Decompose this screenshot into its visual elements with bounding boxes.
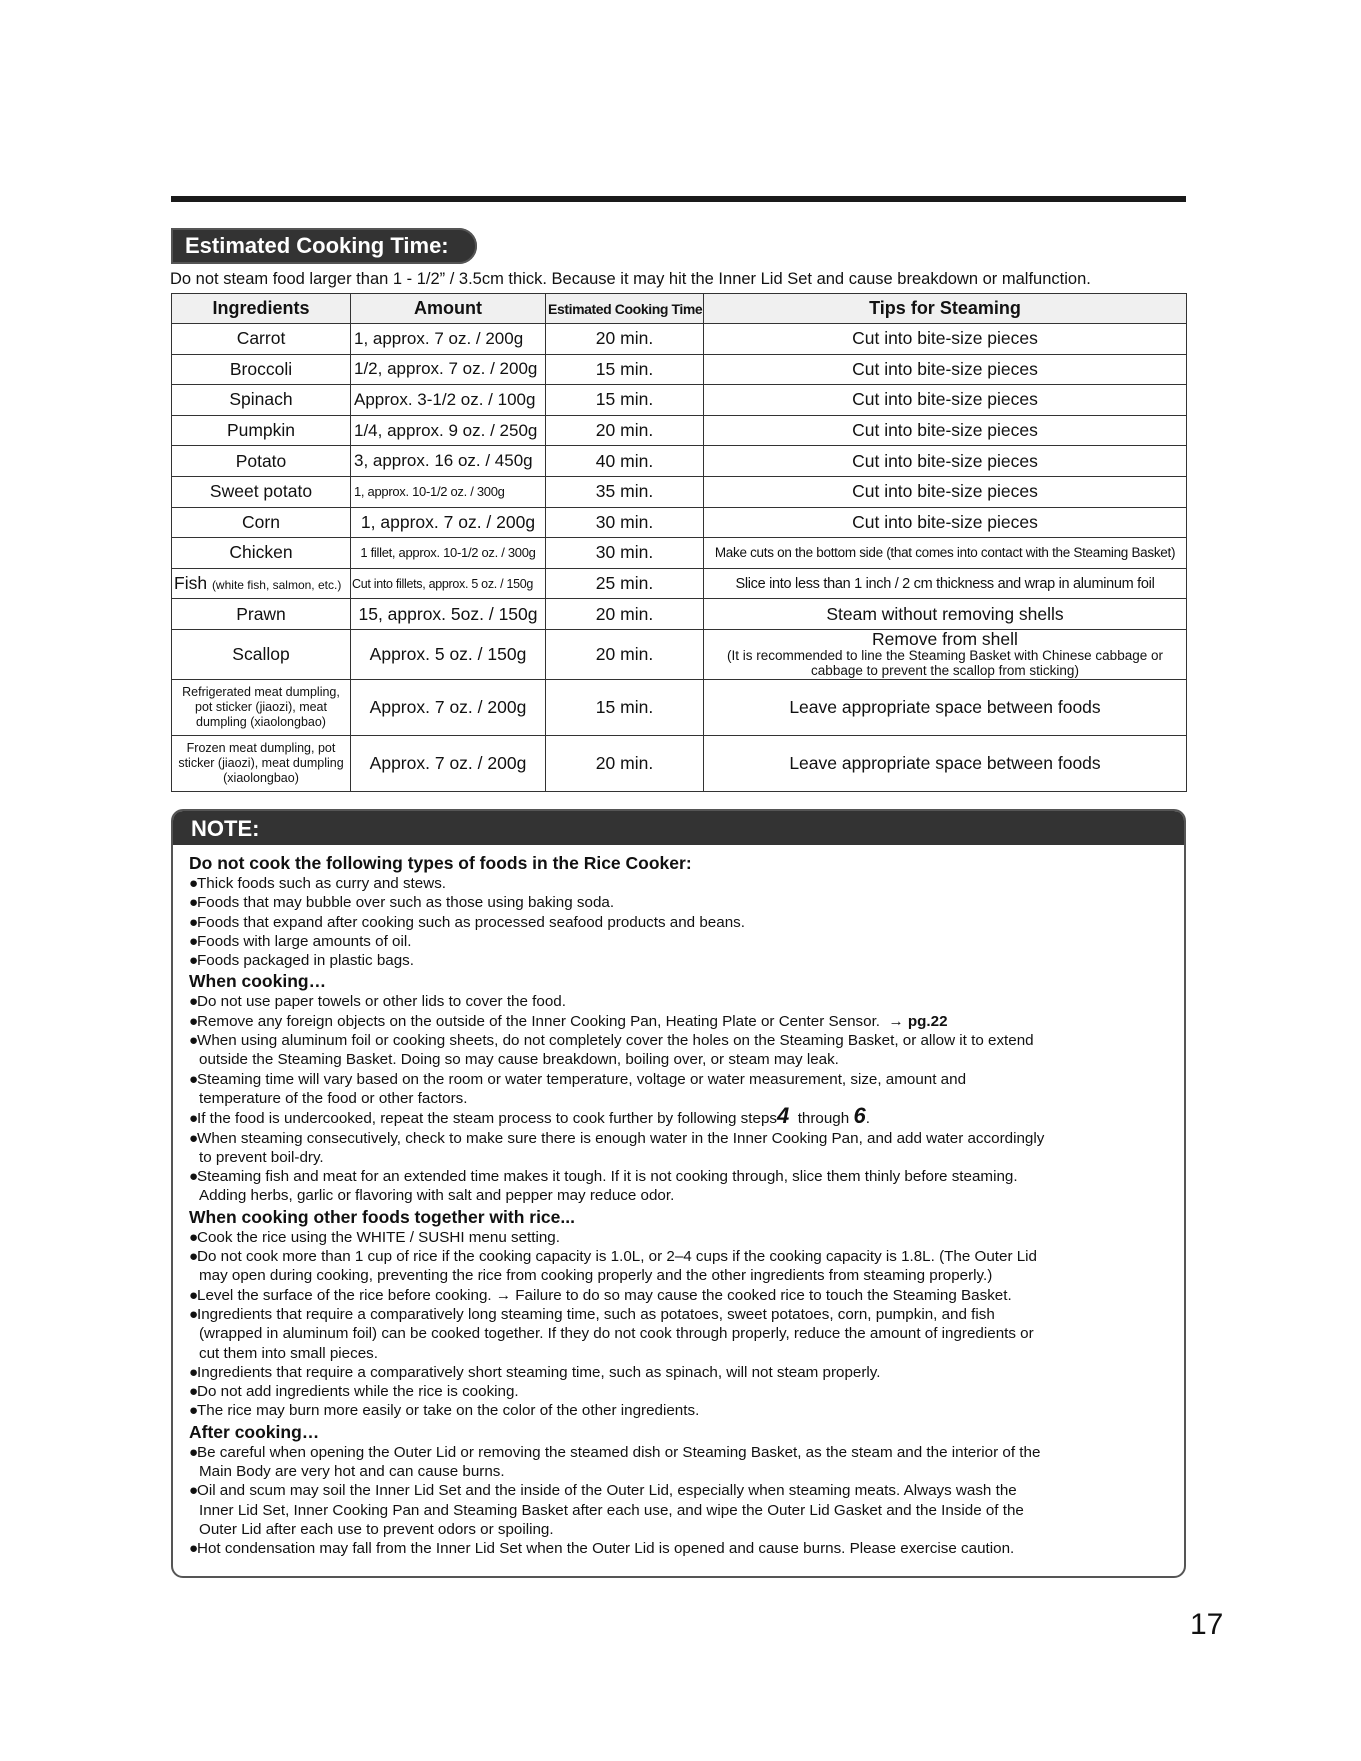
header-tips: Tips for Steaming (704, 294, 1187, 324)
cell-ingredient: Frozen meat dumpling, pot sticker (jiaozi), meat dumpling (xiaolongbao) (172, 735, 351, 791)
list-item: ●Foods with large amounts of oil. (189, 932, 412, 950)
step-number: 6 (853, 1103, 866, 1129)
list-item: ●Oil and scum may soil the Inner Lid Set and the inside of the Outer Lid, especially when steaming meats. Always wash the Inner Lid Set, Inner Cooking Pan and Steaming Basket after each use, and wipe the Outer Lid Gasket and the Inside of the Outer Lid after each use to prevent odors or spoiling. (189, 1482, 1024, 1538)
cell-time: 20 min. (546, 629, 704, 679)
cooking-time-table (171, 293, 1187, 792)
section-title: Estimated Cooking Time: (171, 228, 477, 264)
step-number: 4 (776, 1103, 790, 1129)
bullet-icon: ● (189, 952, 199, 970)
top-rule (171, 196, 1186, 202)
section-heading: When cooking other foods together with rice... (189, 1206, 575, 1227)
cell-ingredient: Broccoli (172, 354, 351, 385)
list-item: ●Steaming time will vary based on the room or water temperature, voltage or water measurement, size, amount and temperature of the food or other factors. (189, 1070, 967, 1107)
cell-tip: Leave appropriate space between foods (704, 735, 1187, 791)
cell-amount: 1, approx. 10-1/2 oz. / 300g (351, 476, 546, 507)
bullet-icon: ● (189, 894, 199, 912)
cell-tip: Make cuts on the bottom side (that comes into contact with the Steaming Basket) (704, 538, 1187, 569)
table-row (172, 538, 1187, 569)
cell-ingredient (172, 568, 351, 599)
cell-amount: Approx. 3-1/2 oz. / 100g (351, 385, 546, 416)
cell-tip: Cut into bite-size pieces (704, 354, 1187, 385)
tip-main: Remove from shell (872, 629, 1018, 649)
cell-tip: Slice into less than 1 inch / 2 cm thickness and wrap in aluminum foil (704, 568, 1187, 599)
page-reference: → pg.22 (888, 1012, 948, 1030)
bullet-icon: ● (189, 1383, 199, 1401)
cell-ingredient: Corn (172, 507, 351, 538)
bullet-icon: ● (189, 1443, 199, 1461)
bullet-icon: ● (189, 1228, 199, 1246)
list-item: ●Foods packaged in plastic bags. (189, 952, 414, 970)
table-row (172, 568, 1187, 599)
cell-time: 20 min. (546, 735, 704, 791)
table-row (172, 679, 1187, 735)
list-item: ●Ingredients that require a comparatively long steaming time, such as potatoes, sweet potatoes, corn, pumpkin, and fish (wrapped in aluminum foil) can be cooked together. If they do not cook through properly, reduce the amount of ingredients or cut them into small pieces. (189, 1305, 1034, 1362)
list-item: ●Steaming fish and meat for an extended time makes it tough. If it is not cooking through, slice them thinly before steaming. Adding herbs, garlic or flavoring with salt and pepper may reduce odor. (189, 1168, 1018, 1205)
table-row (172, 446, 1187, 477)
cell-amount: Approx. 5 oz. / 150g (351, 629, 546, 679)
table-row (172, 629, 1187, 679)
cell-tip: Cut into bite-size pieces (704, 446, 1187, 477)
cell-amount: 15, approx. 5oz. / 150g (351, 599, 546, 630)
cell-amount: Cut into fillets, approx. 5 oz. / 150g (351, 568, 546, 599)
list-item: ●If the food is undercooked, repeat the steam process to cook further by following steps4 through 6. (189, 1103, 870, 1129)
table-row (172, 324, 1187, 355)
list-item: ●Ingredients that require a comparatively short steaming time, such as spinach, will not steam properly. (189, 1363, 881, 1381)
cell-tip: Cut into bite-size pieces (704, 385, 1187, 416)
cell-tip: Cut into bite-size pieces (704, 476, 1187, 507)
bullet-icon: ● (189, 1070, 199, 1088)
bullet-icon: ● (189, 1032, 199, 1050)
cell-time: 40 min. (546, 446, 704, 477)
cell-amount: Approx. 7 oz. / 200g (351, 679, 546, 735)
list-item: ●Be careful when opening the Outer Lid or removing the steamed dish or Steaming Basket, as the steam and the interior of the Main Body are very hot and can cause burns. (189, 1443, 1041, 1481)
cell-ingredient: Carrot (172, 324, 351, 355)
cell-time: 30 min. (546, 507, 704, 538)
list-item: ●Foods that may bubble over such as those using baking soda. (189, 894, 615, 912)
list-item: ●Hot condensation may fall from the Inner Lid Set when the Outer Lid is opened and cause burns. Please exercise caution. (189, 1540, 1015, 1558)
list-item: ●Foods that expand after cooking such as processed seafood products and beans. (189, 913, 745, 931)
table-row (172, 385, 1187, 416)
list-item: ●Remove any foreign objects on the outside of the Inner Cooking Pan, Heating Plate or Center Sensor. → pg.22 (189, 1012, 948, 1030)
cell-ingredient: Potato (172, 446, 351, 477)
section-heading: After cooking… (189, 1421, 320, 1442)
cell-tip: Steam without removing shells (704, 599, 1187, 630)
table-row (172, 599, 1187, 630)
list-item: ●Do not cook more than 1 cup of rice if the cooking capacity is 1.0L, or 2–4 cups if the cooking capacity is 1.8L. (The Outer Lid may open during cooking, preventing the rice from cooking properly and the other ingredients from steaming properly.) (189, 1248, 1037, 1285)
cell-amount: 1/2, approx. 7 oz. / 200g (351, 354, 546, 385)
table-row (172, 415, 1187, 446)
header-ingredients: Ingredients (172, 294, 351, 324)
cell-amount: 1/4, approx. 9 oz. / 250g (351, 415, 546, 446)
list-item: ●Cook the rice using the WHITE / SUSHI menu setting. (189, 1228, 560, 1246)
list-item: ●When using aluminum foil or cooking sheets, do not completely cover the holes on the Steaming Basket, or allow it to extend outside the Steaming Basket. Doing so may cause breakdown, boiling over, or steam may leak. (189, 1032, 1034, 1069)
note-title: NOTE: (173, 811, 1184, 845)
bullet-icon: ● (189, 1012, 199, 1030)
note-box (171, 809, 1186, 1578)
table-header-row (172, 294, 1187, 324)
table-row (172, 735, 1187, 791)
table-row (172, 476, 1187, 507)
list-item: ●Thick foods such as curry and stews. (189, 875, 447, 892)
cell-time: 25 min. (546, 568, 704, 599)
list-item: ●When steaming consecutively, check to make sure there is enough water in the Inner Cooking Pan, and add water accordingly to prevent boil-dry. (189, 1129, 1045, 1166)
cell-time: 35 min. (546, 476, 704, 507)
cell-tip (704, 629, 1187, 679)
cell-time: 20 min. (546, 324, 704, 355)
table-row (172, 507, 1187, 538)
list-item: ●Do not use paper towels or other lids to cover the food. (189, 993, 566, 1011)
header-amount: Amount (351, 294, 546, 324)
bullet-icon: ● (189, 1168, 199, 1186)
cell-amount: 1, approx. 7 oz. / 200g (351, 324, 546, 355)
page-number: 17 (1190, 1608, 1224, 1641)
cell-amount: 3, approx. 16 oz. / 450g (351, 446, 546, 477)
list-item: ●The rice may burn more easily or take on the color of the other ingredients. (189, 1402, 700, 1420)
cell-ingredient: Spinach (172, 385, 351, 416)
bullet-icon: ● (189, 1363, 199, 1381)
cell-time: 20 min. (546, 415, 704, 446)
cell-time: 20 min. (546, 599, 704, 630)
cell-time: 15 min. (546, 385, 704, 416)
bullet-icon: ● (189, 1248, 199, 1266)
bullet-icon: ● (189, 1110, 199, 1128)
cell-tip: Cut into bite-size pieces (704, 507, 1187, 538)
ingredient-note: (white fish, salmon, etc.) (211, 578, 342, 593)
cell-amount: Approx. 7 oz. / 200g (351, 735, 546, 791)
intro-warning: Do not steam food larger than 1 - 1/2” / 3.5cm thick. Because it may hit the Inner Lid Set and cause breakdown or malfunction. (170, 270, 1091, 288)
cell-tip: Cut into bite-size pieces (704, 415, 1187, 446)
note-body (189, 852, 1172, 1559)
cell-time: 30 min. (546, 538, 704, 569)
cell-ingredient: Pumpkin (172, 415, 351, 446)
section-heading: When cooking… (189, 971, 327, 992)
ingredient-name: Fish (174, 573, 208, 594)
table-row (172, 354, 1187, 385)
section-heading: Do not cook the following types of foods in the Rice Cooker: (189, 853, 692, 873)
cell-time: 15 min. (546, 679, 704, 735)
cell-tip: Cut into bite-size pieces (704, 324, 1187, 355)
cell-ingredient: Refrigerated meat dumpling, pot sticker (jiaozi), meat dumpling (xiaolongbao) (172, 679, 351, 735)
bullet-icon: ● (189, 1482, 199, 1500)
bullet-icon: ● (189, 1129, 199, 1147)
bullet-icon: ● (189, 1402, 199, 1420)
cell-amount: 1 fillet, approx. 10-1/2 oz. / 300g (351, 538, 546, 569)
list-item: ●Do not add ingredients while the rice is cooking. (189, 1383, 519, 1401)
bullet-icon: ● (189, 913, 199, 931)
bullet-icon: ● (189, 993, 199, 1011)
cell-amount: 1, approx. 7 oz. / 200g (351, 507, 546, 538)
header-time: Estimated Cooking Time (546, 294, 704, 324)
bullet-icon: ● (189, 1305, 199, 1323)
cell-time: 15 min. (546, 354, 704, 385)
list-item: ●Level the surface of the rice before cooking. → Failure to do so may cause the cooked rice to touch the Steaming Basket. (189, 1286, 1012, 1304)
bullet-icon: ● (189, 1540, 199, 1558)
cell-ingredient: Prawn (172, 599, 351, 630)
bullet-icon: ● (189, 875, 199, 892)
cell-tip: Leave appropriate space between foods (704, 679, 1187, 735)
tip-note: (It is recommended to line the Steaming Basket with Chinese cabbage or cabbage to prevent the scallop from sticking) (727, 647, 1163, 678)
cell-ingredient: Scallop (172, 629, 351, 679)
bullet-icon: ● (189, 1286, 199, 1304)
cell-ingredient: Sweet potato (172, 476, 351, 507)
bullet-icon: ● (189, 932, 199, 950)
cell-ingredient: Chicken (172, 538, 351, 569)
